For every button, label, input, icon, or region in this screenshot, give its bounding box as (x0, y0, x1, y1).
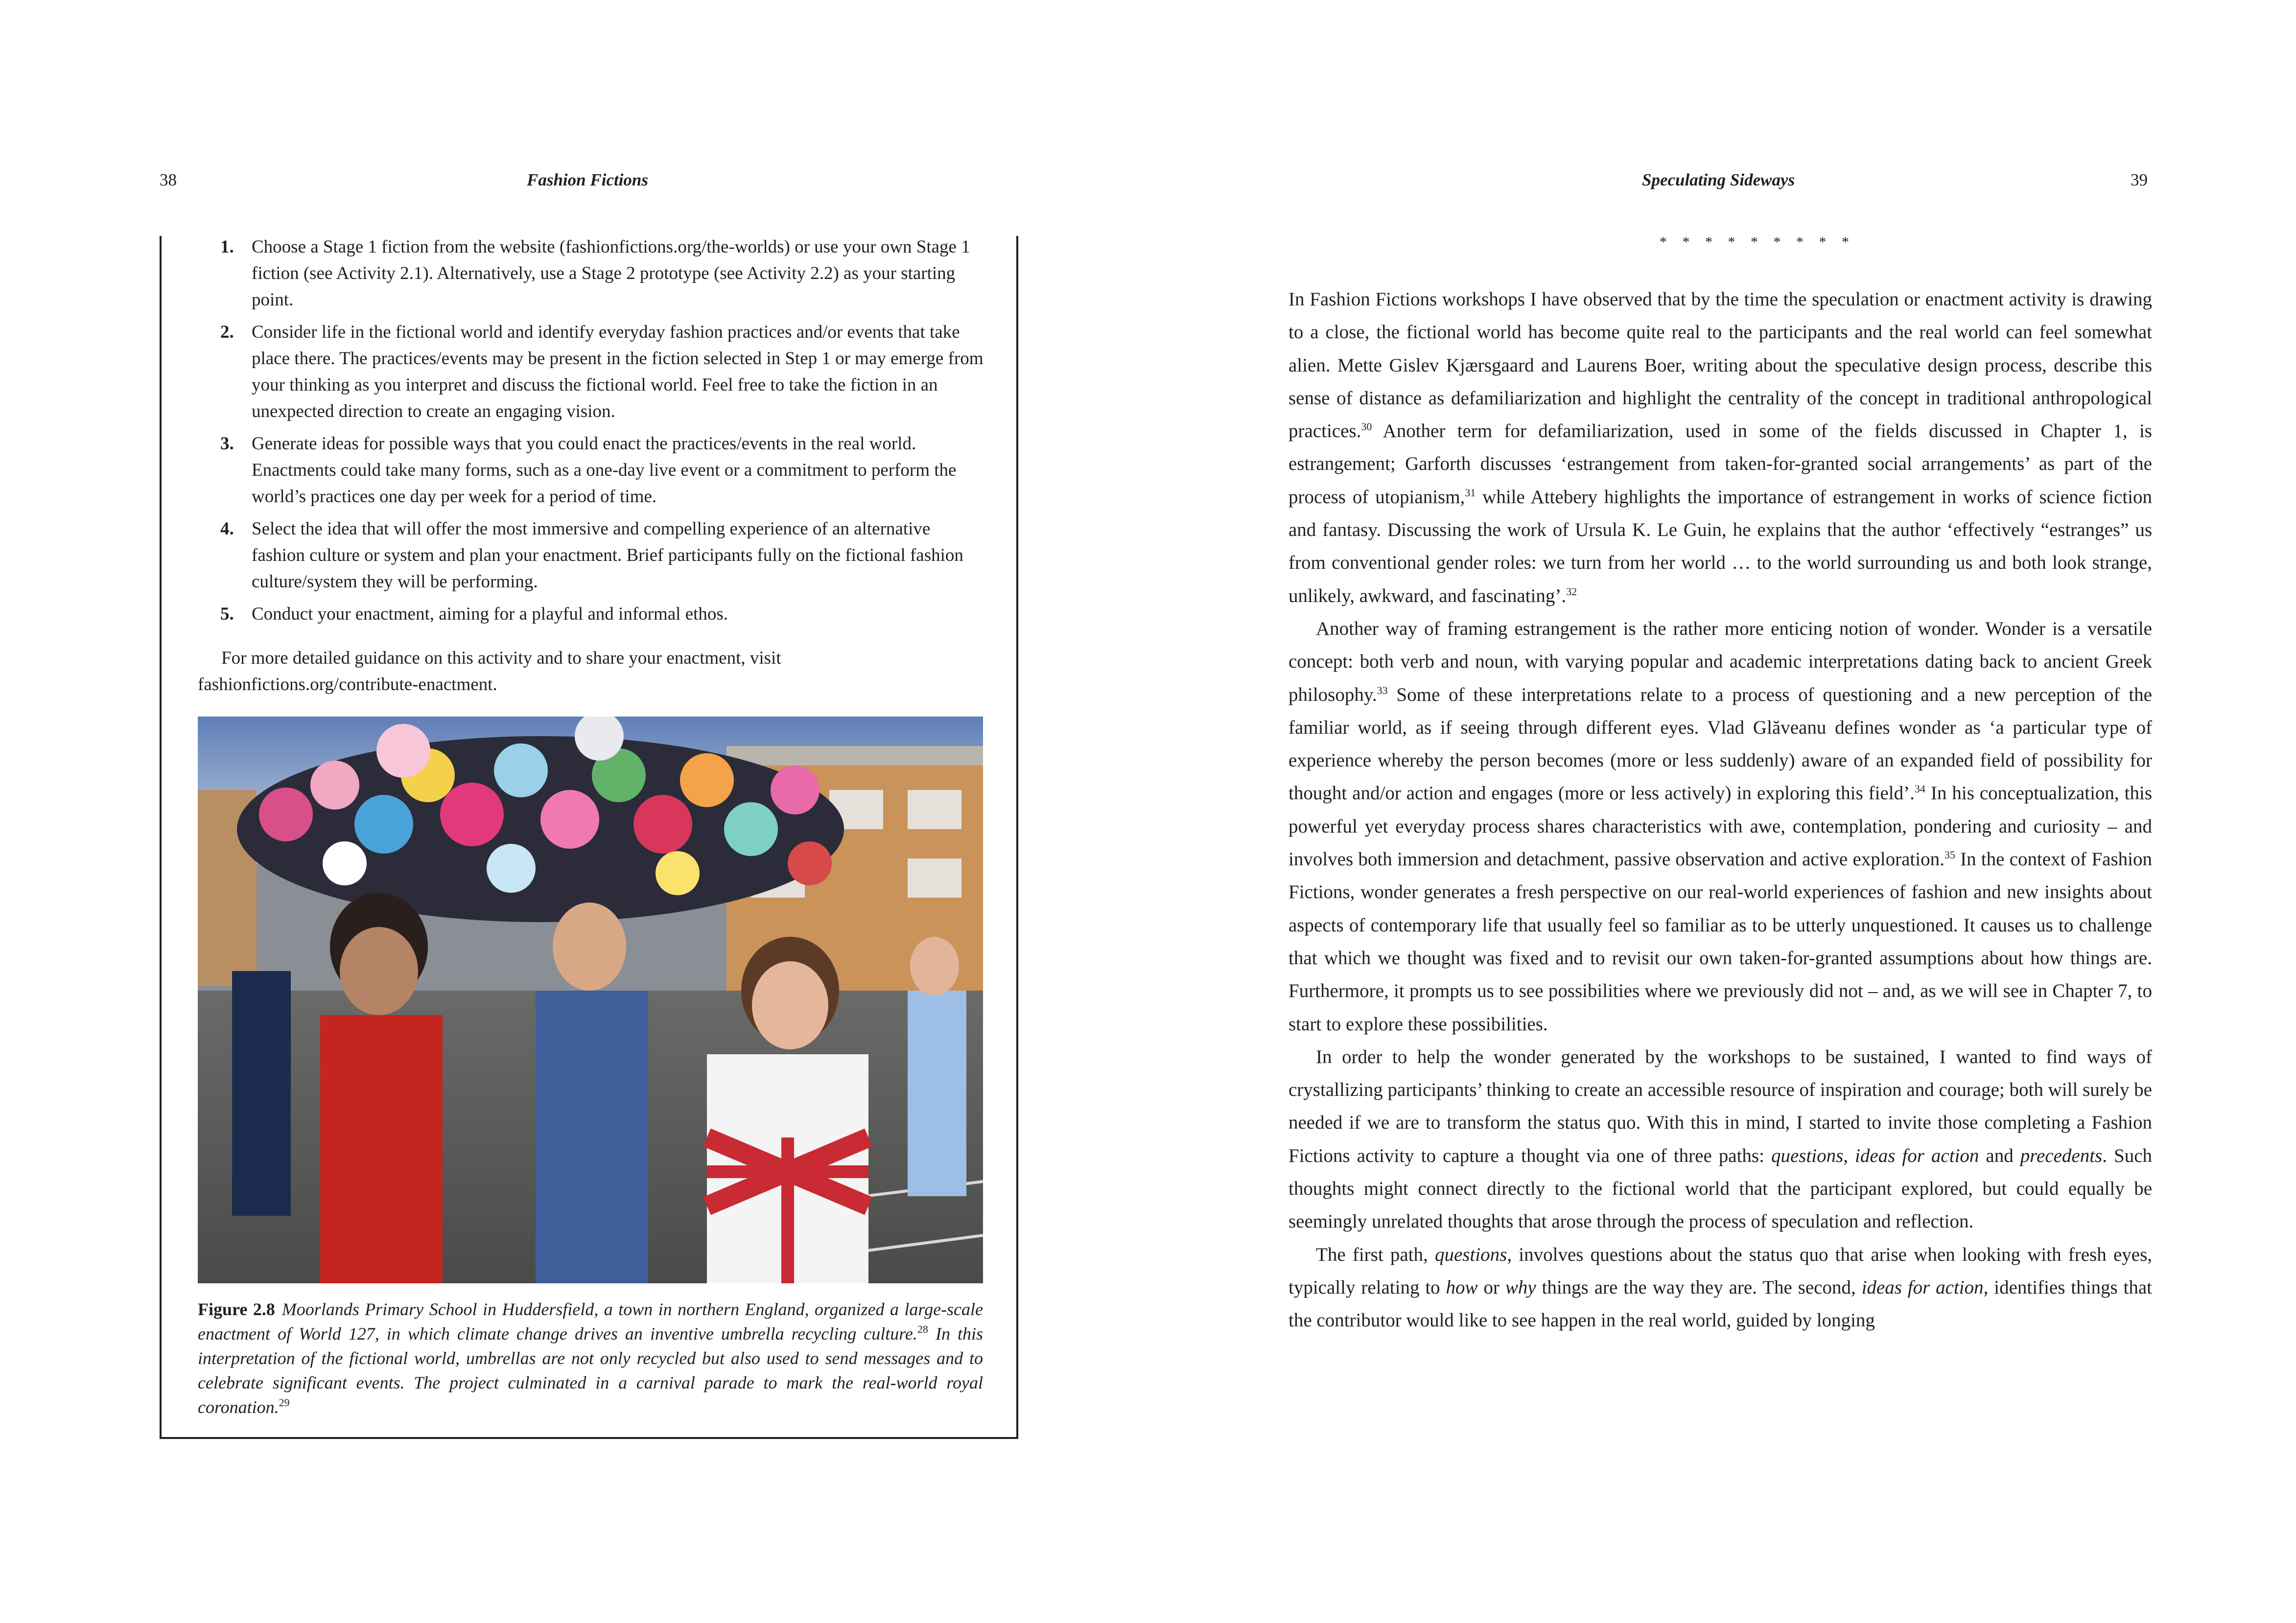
text-run: Another term for defamiliarization, used in some of the fields discussed in Chapter 1, is estrangement; Garforth discusses ‘estrangement from taken-for-granted social arrangements’ as part of the process of utopianism, (1289, 420, 2152, 508)
activity-steps (220, 234, 984, 633)
footnote-ref: 35 (1944, 849, 1955, 861)
running-head-right: Speculating Sideways (1642, 170, 1795, 189)
more-guidance (198, 645, 985, 698)
italic-run: ideas for action (1861, 1276, 1984, 1298)
text-run: . Such thoughts might connect directly to the fictional world that the participant explored, but could equally be seemingly unrelated thoughts that arose through the process of speculation and reflection. (1289, 1145, 2153, 1232)
text-run: In order to help the wonder generated by the workshops to be sustained, I wanted to find ways of crystallizing participants’ thinking to create an accessible resource of inspiration and courage; both will surely be needed if we are to transform the status quo. With this in mind, I started to invite those completing a Fashion Fictions activity to capture a thought via one of three paths: (1289, 1046, 2152, 1166)
text-run: and (1979, 1145, 2020, 1166)
step-number: 5. (220, 604, 234, 624)
footnote-ref: 31 (1465, 486, 1476, 499)
step-text: Consider life in the fictional world and identify everyday fashion practices and/or events that take place there. The practices/events may be present in the fiction selected in Step 1 or may emerge from your thinking as you interpret and discuss the fictional world. Feel free to take the fiction in an unexpected direction to create an engaging vision. (252, 322, 984, 421)
paragraph (1289, 612, 2152, 1041)
text-run: In the context of Fashion Fictions, wonder generates a fresh perspective on our real-world experiences of fashion and new insights about aspects of contemporary life that usually feel so familiar as to be utterly unquestioned. It causes us to challenge that which we thought was fixed and to revisit our own taken-for-granted assumptions about how things are. Furthermore, it prompts us to see possibilities where we previously did not – and, as we will see in Chapter 7, to start to explore these possibilities. (1289, 849, 2152, 1035)
text-run: Another way of framing estrangement is the rather more enticing notion of wonder. Wonder is a versatile concept: both verb and noun, with varying popular and academic interpretations dating back to ancient Greek philosophy. (1289, 618, 2152, 705)
figure-photo (198, 717, 983, 1283)
caption-text: In this interpretation of the fictional world, umbrellas are not only recycled but also used to send messages and to celebrate significant events. The project culminated in a carnival parade to mark the real-world royal coronation. (198, 1324, 983, 1417)
figure-caption (198, 1297, 983, 1419)
italic-run: why (1505, 1276, 1536, 1298)
italic-run: questions, ideas for action (1771, 1145, 1979, 1166)
paragraph (1289, 283, 2152, 612)
caption-text: Moorlands Primary School in Huddersfield, a town in northern England, organized a large-scale enactment of World 127, in which climate change drives an inventive umbrella recycling culture. (198, 1299, 983, 1344)
footnote-ref: 28 (917, 1323, 928, 1335)
footnote-ref: 30 (1361, 420, 1372, 433)
figure-label: Figure 2.8 (198, 1299, 275, 1319)
text-run: In his conceptualization, this powerful yet everyday process shares characteristics with awe, contemplation, pondering and curiosity – and involves both immersion and detachment, passive observation and active exploration. (1289, 783, 2152, 870)
more-guidance-text: For more detailed guidance on this activity and to share your enactment, visit fashionfictions.org/contribute-enactment. (198, 648, 781, 695)
italic-run: how (1446, 1276, 1478, 1298)
body-text (1289, 283, 2152, 1337)
italic-run: precedents (2020, 1145, 2103, 1166)
text-run: while Attebery highlights the importance of estrangement in works of science fiction and fantasy. Discussing the work of Ursula K. Le Guin, he explains that the author ‘effectively “estranges” us from conventional gender roles: we turn from her world … to the world surrounding us and both look strange, unlikely, awkward, and fascinating’. (1289, 486, 2152, 606)
page-number-left: 38 (160, 170, 177, 189)
step-number: 1. (220, 237, 234, 257)
parade-photo-illustration (198, 717, 983, 1283)
text-run: Some of these interpretations relate to a process of questioning and a new perception of the familiar world, as if seeing through different eyes. Vlad Glăveanu defines wonder as ‘a particular type of experience whereby the person becomes (more or less suddenly) aware of an expanded field of possibility for thought and/or action and engages (more or less actively) in exploring this field’. (1289, 684, 2152, 804)
text-run: things are the way they are. The second, (1536, 1276, 1862, 1298)
page-number-right: 39 (2131, 170, 2148, 189)
step-text: Choose a Stage 1 fiction from the website (fashionfictions.org/the-worlds) or use your own Stage 1 fiction (see Activity 2.1). Alternatively, use a Stage 2 prototype (see Activity 2.2) as your starting point. (252, 237, 970, 310)
section-break: * * * * * * * * * (1660, 234, 1855, 250)
footnote-ref: 33 (1377, 684, 1388, 696)
italic-run: questions (1434, 1244, 1507, 1265)
step-text: Conduct your enactment, aiming for a playful and informal ethos. (252, 604, 728, 624)
text-run: , involves questions about the status quo that arise when looking with fresh eyes, typically relating to (1289, 1244, 2152, 1298)
step-number: 4. (220, 519, 234, 539)
step-text: Generate ideas for possible ways that you could enact the practices/events in the real world. Enactments could take many forms, such as a one-day live event or a commitment to perform the world’s practices one day per week for a period of time. (252, 434, 957, 507)
text-run: , identifies things that the contributor would like to see happen in the real world, guided by longing (1289, 1276, 2152, 1331)
text-run: In Fashion Fictions workshops I have observed that by the time the speculation or enactment activity is drawing to a close, the fictional world has become quite real to the participants and the real world can feel somewhat alien. Mette Gislev Kjærsgaard and Laurens Boer, writing about the speculative design process, describe this sense of distance as defamiliarization and highlight the centrality of the concept in traditional anthropological practices. (1289, 289, 2152, 442)
list-item (220, 431, 984, 510)
step-number: 3. (220, 434, 234, 454)
list-item (220, 234, 984, 313)
footnote-ref: 32 (1566, 585, 1577, 598)
list-item (220, 516, 984, 595)
step-number: 2. (220, 322, 234, 342)
running-head-left: Fashion Fictions (527, 170, 649, 189)
text-run: The first path, (1316, 1244, 1435, 1265)
list-item (220, 319, 984, 425)
list-item (220, 601, 984, 627)
footnote-ref: 34 (1914, 783, 1925, 795)
step-text: Select the idea that will offer the most immersive and compelling experience of an alternative fashion culture or system and plan your enactment. Brief participants fully on the fictional fashion culture/system they will be performing. (252, 519, 963, 592)
paragraph (1289, 1041, 2152, 1238)
text-run: or (1477, 1276, 1505, 1298)
paragraph (1289, 1238, 2152, 1337)
footnote-ref: 29 (279, 1396, 290, 1409)
